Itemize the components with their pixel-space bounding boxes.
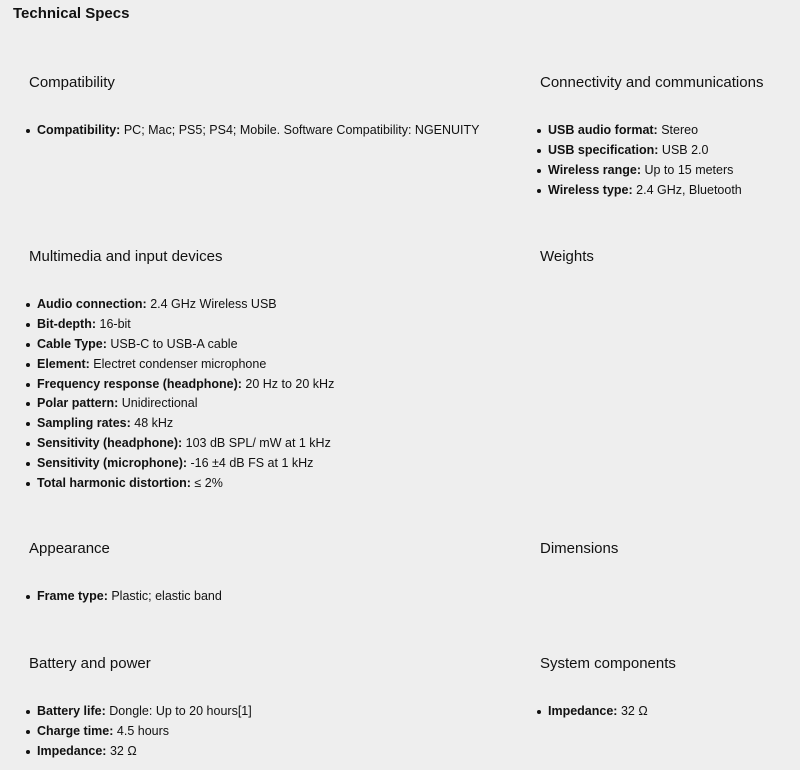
spec-value: Stereo bbox=[661, 123, 699, 137]
spec-value: USB 2.0 bbox=[661, 142, 709, 157]
spec-key: Audio connection: bbox=[37, 297, 147, 311]
spec-key: Element: bbox=[37, 356, 90, 371]
page-title: Technical Specs bbox=[13, 5, 130, 22]
spec-item-polar-pattern bbox=[29, 394, 334, 414]
section-appearance bbox=[29, 540, 222, 603]
spec-item-battery-life bbox=[29, 702, 252, 722]
section-heading-dimensions: Dimensions bbox=[540, 540, 619, 557]
spec-key: Sensitivity (microphone): bbox=[37, 456, 188, 471]
spec-item-cable-type bbox=[29, 335, 334, 355]
spec-value: 32 Ω bbox=[109, 743, 137, 758]
section-connectivity bbox=[540, 74, 764, 197]
spec-item-usb-specification bbox=[540, 141, 742, 161]
spec-item-sampling-rates bbox=[29, 414, 334, 434]
section-multimedia bbox=[29, 248, 335, 491]
section-heading-multimedia: Multimedia and input devices bbox=[29, 248, 223, 265]
spec-key: Compatibility: bbox=[37, 123, 121, 137]
spec-list-battery bbox=[29, 702, 252, 762]
spec-item-frequency-response bbox=[29, 375, 334, 395]
spec-value: Unidirectional bbox=[121, 396, 198, 411]
spec-key: Impedance: bbox=[37, 743, 107, 758]
spec-value: 48 kHz bbox=[134, 416, 174, 431]
spec-key: USB audio format: bbox=[548, 123, 658, 137]
spec-value: 32 Ω bbox=[620, 704, 648, 718]
spec-key: Frame type: bbox=[37, 589, 108, 603]
spec-key: Total harmonic distortion: bbox=[37, 476, 191, 491]
spec-value: Plastic; elastic band bbox=[111, 589, 222, 603]
spec-item-wireless-range bbox=[540, 161, 742, 181]
spec-value: Dongle: Up to 20 hours[1] bbox=[109, 704, 252, 718]
spec-value: USB-C to USB-A cable bbox=[110, 336, 238, 351]
spec-item-bit-depth bbox=[29, 315, 334, 335]
section-heading-system-components: System components bbox=[540, 655, 676, 672]
spec-key: Battery life: bbox=[37, 704, 106, 718]
spec-key: Polar pattern: bbox=[37, 396, 119, 411]
spec-item-wireless-type bbox=[540, 181, 742, 201]
spec-item-element bbox=[29, 355, 334, 375]
spec-item-sensitivity-headphone bbox=[29, 434, 334, 454]
spec-key: Bit-depth: bbox=[37, 316, 97, 331]
spec-value: Up to 15 meters bbox=[644, 162, 734, 177]
spec-item-compatibility bbox=[29, 121, 480, 141]
spec-key: USB specification: bbox=[548, 142, 659, 157]
spec-key: Charge time: bbox=[37, 723, 114, 738]
spec-key: Sensitivity (headphone): bbox=[37, 436, 183, 451]
spec-key: Wireless type: bbox=[548, 182, 633, 197]
section-heading-connectivity: Connectivity and communications bbox=[540, 74, 764, 91]
section-compatibility bbox=[29, 74, 480, 137]
spec-item-usb-audio-format bbox=[540, 121, 742, 141]
spec-key: Impedance: bbox=[548, 704, 618, 718]
spec-value: PC; Mac; PS5; PS4; Mobile. Software Compatibility: NGENUITY bbox=[123, 123, 480, 137]
spec-value: 20 Hz to 20 kHz bbox=[245, 376, 335, 391]
spec-value: 2.4 GHz, Bluetooth bbox=[636, 182, 742, 197]
spec-item-total-harmonic-distortion bbox=[29, 474, 334, 494]
spec-item-charge-time bbox=[29, 722, 252, 742]
spec-value: -16 ±4 dB FS at 1 kHz bbox=[190, 456, 314, 471]
spec-value: 16-bit bbox=[99, 316, 131, 331]
section-heading-battery: Battery and power bbox=[29, 655, 151, 672]
section-battery bbox=[29, 655, 252, 758]
spec-key: Wireless range: bbox=[548, 162, 641, 177]
section-weights bbox=[540, 248, 594, 266]
spec-key: Cable Type: bbox=[37, 336, 107, 351]
section-system-components bbox=[540, 655, 676, 718]
spec-item-sensitivity-microphone bbox=[29, 454, 334, 474]
spec-value: 103 dB SPL/ mW at 1 kHz bbox=[185, 436, 331, 451]
section-heading-weights: Weights bbox=[540, 248, 594, 265]
spec-list-appearance bbox=[29, 587, 222, 607]
spec-key: Sampling rates: bbox=[37, 416, 131, 431]
spec-value: 4.5 hours bbox=[116, 723, 170, 738]
spec-item-impedance bbox=[540, 702, 648, 722]
spec-list-compatibility bbox=[29, 121, 480, 141]
section-dimensions bbox=[540, 540, 618, 558]
section-heading-appearance: Appearance bbox=[29, 540, 110, 557]
spec-item-audio-connection bbox=[29, 295, 334, 315]
spec-item-frame-type bbox=[29, 587, 222, 607]
spec-list-connectivity bbox=[540, 121, 742, 201]
spec-value: ≤ 2% bbox=[194, 476, 223, 491]
spec-value: 2.4 GHz Wireless USB bbox=[150, 297, 277, 311]
spec-key: Frequency response (headphone): bbox=[37, 376, 242, 391]
spec-item-impedance bbox=[29, 742, 252, 762]
spec-value: Electret condenser microphone bbox=[93, 356, 267, 371]
spec-list-system-components bbox=[540, 702, 648, 722]
section-heading-compatibility: Compatibility bbox=[29, 74, 115, 91]
spec-list-multimedia bbox=[29, 295, 334, 494]
